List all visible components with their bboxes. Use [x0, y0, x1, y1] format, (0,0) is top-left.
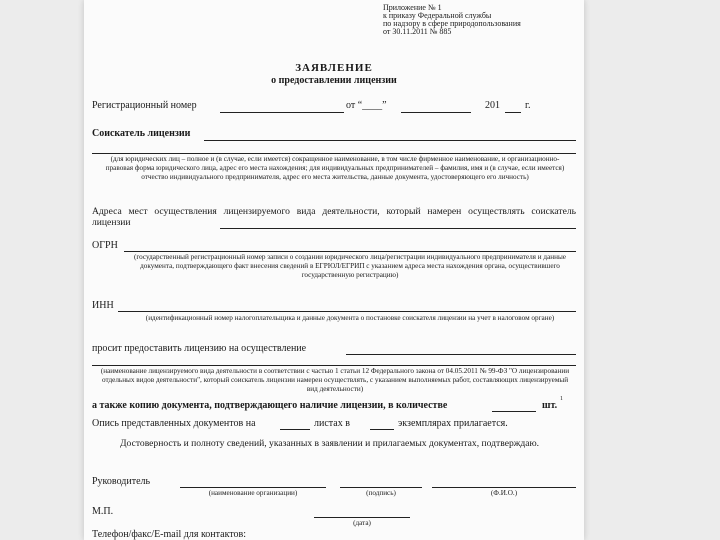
application-form-page — [84, 0, 584, 540]
date-caption: (дата) — [353, 519, 371, 527]
seal-label: М.П. — [92, 506, 114, 517]
registration-month-field[interactable] — [401, 112, 471, 113]
applicant-field[interactable] — [204, 140, 576, 141]
copy-footnote-mark: 1 — [560, 396, 563, 402]
inn-field[interactable] — [118, 311, 576, 312]
inventory-pages-field[interactable] — [280, 429, 310, 430]
fio-caption: (Ф.И.О.) — [490, 489, 518, 497]
appendix-line: к приказу Федеральной службы — [383, 11, 492, 20]
registration-year-label: 201 — [485, 100, 500, 111]
signature-caption: (подпись) — [366, 489, 396, 497]
contacts-label: Телефон/факс/E-mail для контактов: — [92, 529, 247, 540]
appendix-block — [383, 4, 521, 36]
registration-date-label: от “____” — [346, 100, 387, 111]
inn-note: (идентификационный номер налогоплательщика и данные документа о постановке соискателя лицензии на учет в налоговом органе) — [145, 314, 555, 322]
registration-year-suffix: г. — [525, 100, 531, 111]
appendix-line: Приложение № 1 — [383, 3, 442, 12]
date-field[interactable] — [314, 517, 410, 518]
applicant-note: (для юридических лиц – полное и (в случае, если имеется) сокращенное наименование, в том числе фирменное наименование, и организационно-правовая форма юридического лица, адрес его места нахождения; для индивидуальных предпринимателей – фамилия, имя и (в случае, если имеется) отчество индивидуального предпринимателя, адрес его места жительства, данные документа, удостоверяющего его личность) — [105, 155, 565, 181]
request-activity-field[interactable] — [346, 354, 576, 355]
inventory-copies-field[interactable] — [370, 429, 394, 430]
copy-quantity-field[interactable] — [492, 411, 536, 412]
appendix-line: по надзору в сфере природопользования — [383, 19, 521, 28]
registration-number-field[interactable] — [220, 112, 344, 113]
signature-field[interactable] — [340, 487, 422, 488]
ogrn-note: (государственный регистрационный номер записи о создании юридического лица/регистрации индивидуального предпринимателя и данные документа, подтверждающего факт внесения сведений в ЕГРЮЛ/ЕГРИП с указанием адреса места нахождения органа, осуществившего государственную регистрацию) — [133, 253, 566, 279]
inventory-text-c: экземплярах прилагается. — [398, 418, 508, 429]
inventory-text-b: листах в — [314, 418, 350, 429]
copy-text: а также копию документа, подтверждающего наличие лицензии, в количестве — [92, 400, 448, 411]
fio-field[interactable] — [432, 487, 576, 488]
ogrn-label: ОГРН — [92, 240, 118, 251]
ogrn-field[interactable] — [124, 251, 576, 252]
applicant-field-line2[interactable] — [92, 153, 576, 154]
inn-label: ИНН — [92, 300, 114, 311]
signature-label: Руководитель — [92, 476, 151, 487]
request-label: просит предоставить лицензию на осуществление — [92, 343, 307, 354]
appendix-line: от 30.11.2011 № 885 — [383, 27, 452, 36]
organization-name-field[interactable] — [180, 487, 326, 488]
organization-name-caption: (наименование организации) — [208, 489, 298, 497]
request-note: (наименование лицензируемого вида деятельности в соответствии с частью 1 статьи 12 Федерального закона от 04.05.2011 № 99-ФЗ "О лицензировании отдельных видов деятельности", который соискатель лицензии намерен осуществлять, с указанием выполняемых работ, составляющих лицензируемый вид деятельности) — [100, 367, 570, 393]
document-title: ЗАЯВЛЕНИЕ — [295, 62, 373, 74]
certification-text: Достоверность и полноту сведений, указанных в заявлении и прилагаемых документах, подтверждаю. — [120, 438, 540, 449]
applicant-label: Соискатель лицензии — [92, 128, 191, 139]
activity-address-field[interactable] — [220, 228, 576, 229]
inventory-text-a: Опись представленных документов на — [92, 418, 256, 429]
activity-address-text: Адреса мест осуществления лицензируемого вида деятельности, который намерен осуществлять соискатель лицензии — [92, 206, 576, 228]
copy-unit: шт. — [542, 400, 558, 411]
request-activity-field-line2[interactable] — [92, 365, 576, 366]
registration-number-label: Регистрационный номер — [92, 100, 197, 111]
registration-year-field[interactable] — [505, 112, 521, 113]
document-subtitle: о предоставлении лицензии — [271, 75, 397, 86]
